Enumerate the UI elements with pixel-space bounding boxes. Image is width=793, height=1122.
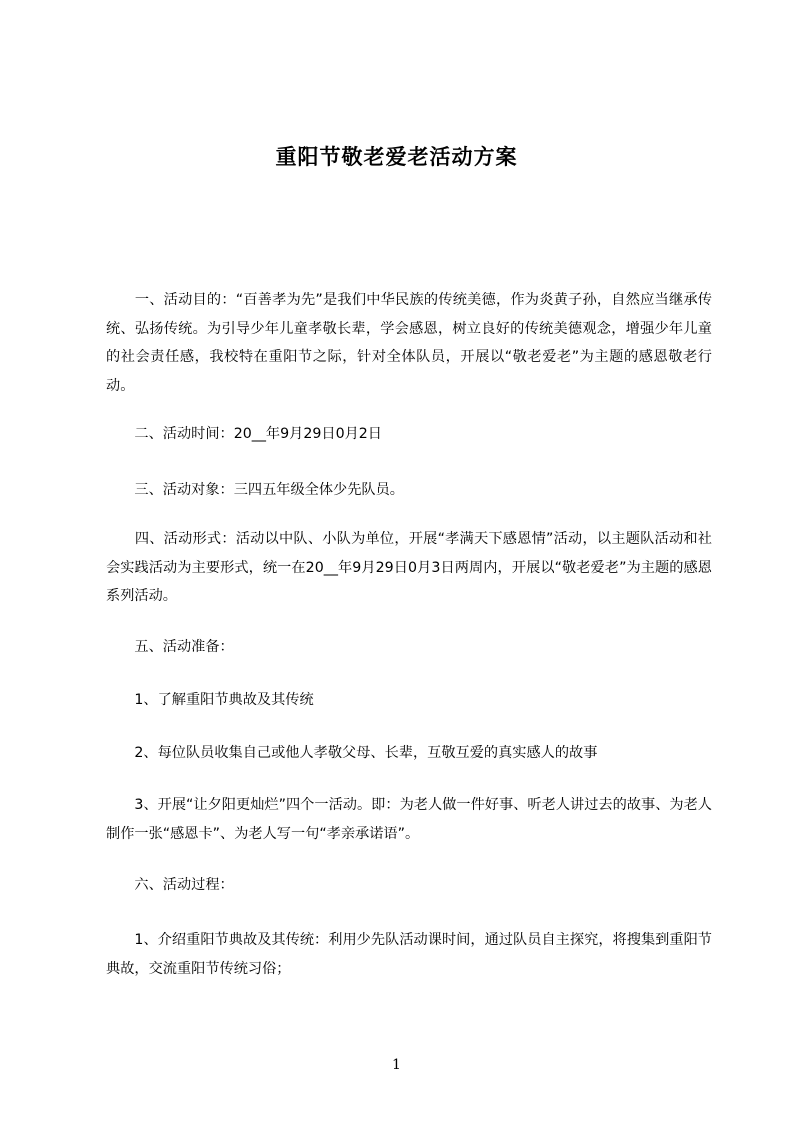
paragraph-preparation-item-3: 3、开展“让夕阳更灿烂”四个一活动。即：为老人做一件好事、听老人讲过去的故事、为老人制作一张“感恩卡”、为老人写一句“孝亲承诺语”。 <box>106 797 712 842</box>
document-title: 重阳节敬老爱老活动方案 <box>275 145 518 169</box>
paragraph-time: 二、活动时间：20__年9月29日0月2日 <box>106 426 382 442</box>
paragraph-preparation-heading: 五、活动准备： <box>106 639 234 655</box>
paragraph-format: 四、活动形式：活动以中队、小队为单位，开展“孝满天下感恩情”活动，以主题队活动和社会实践活动为主要形式，统一在20__年9月29日0月3日两周内，开展以“敬老爱老”为主题的感恩系列活动。 <box>106 531 712 604</box>
paragraph-process-heading: 六、活动过程： <box>106 877 234 893</box>
paragraph-preparation-item-1: 1、了解重阳节典故及其传统 <box>106 692 314 708</box>
page-number: 1 <box>392 1057 401 1073</box>
paragraph-participants: 三、活动对象：三四五年级全体少先队员。 <box>106 482 404 498</box>
paragraph-process-item-1: 1、介绍重阳节典故及其传统：利用少先队活动课时间，通过队员自主探究，将搜集到重阳节典故，交流重阳节传统习俗； <box>106 932 712 977</box>
paragraph-purpose: 一、活动目的：“百善孝为先”是我们中华民族的传统美德，作为炎黄子孙，自然应当继承传统、弘扬传统。为引导少年儿童孝敬长辈，学会感恩，树立良好的传统美德观念，增强少年儿童的社会责任感，我校特在重阳节之际，针对全体队员，开展以“敬老爱老”为主题的感恩敬老行动。 <box>106 292 712 394</box>
paragraph-preparation-item-2: 2、每位队员收集自己或他人孝敬父母、长辈，互敬互爱的真实感人的故事 <box>106 745 598 761</box>
